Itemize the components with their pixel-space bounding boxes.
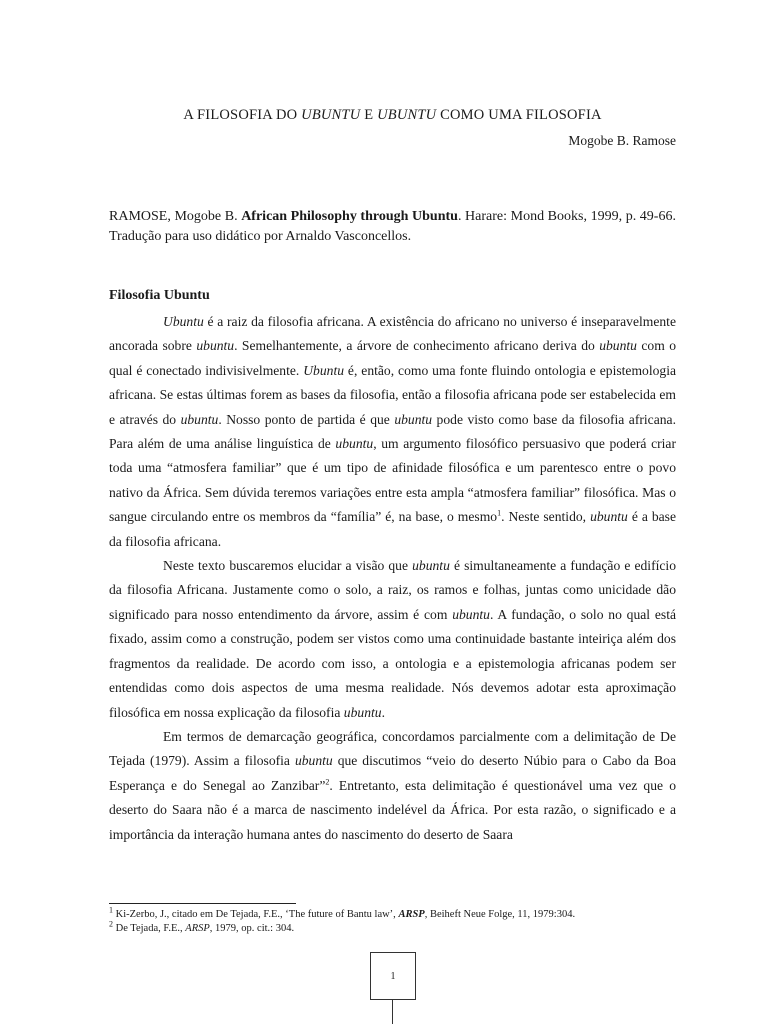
- text-run: , um argumento filosófico persuasivo que poderá criar toda uma “atmosfera familiar” que é um tipo de afinidade filosófica e um parentesco entre o povo nativo da África. Sem dúvida teremos variações entre esta ampla “atmosfera familiar” filosófica. Mas o sangue circulando entre os membros da “família” é, na base, o mesmo: [109, 436, 676, 525]
- footnote-journal: ARSP: [398, 909, 425, 920]
- footnote-separator: [109, 903, 296, 904]
- text-run: pode visto como base da filosofia africana. Para além de uma análise linguística de: [109, 411, 676, 452]
- title-text: E: [360, 107, 378, 123]
- paragraph-2: [109, 554, 676, 725]
- term-ubuntu: ubuntu: [394, 411, 433, 427]
- title-italic-ubuntu: UBUNTU: [377, 107, 437, 123]
- text-run: . Neste sentido,: [501, 509, 591, 525]
- text-run: é a raiz da filosofia africana. A existência do africano no universo é inseparavelmente ancorada sobre: [109, 314, 676, 354]
- text-run: . Entretanto, esta delimitação é questionável uma vez que o deserto do Saara não é a marca de nascimento indelével da África. Por esta razão, o significado e a importância da interação humana antes do nascimento do deserto de Saara: [109, 777, 676, 842]
- title-text: COMO UMA FILOSOFIA: [436, 107, 602, 123]
- document-title: [109, 107, 676, 124]
- text-run: . Nosso ponto de partida é que: [218, 411, 395, 427]
- text-run: é, então, como uma fonte fluindo ontologia e epistemologia africana. Se estas últimas forem as bases da filosofia, então a filosofia africana pode ser estabelecida em e através do: [109, 362, 676, 427]
- text-run: . Semelhantemente, a árvore de conhecimento africano deriva do: [234, 338, 600, 354]
- term-ubuntu: ubuntu: [196, 338, 235, 354]
- bibliographic-reference: [109, 207, 676, 247]
- title-italic-ubuntu: UBUNTU: [301, 107, 361, 123]
- footnote-2: [109, 919, 709, 936]
- footnote-journal: ARSP: [185, 923, 210, 934]
- paragraph-3: [109, 725, 676, 847]
- term-ubuntu: ubuntu: [590, 509, 628, 525]
- text-run: com o qual é conectado indivisivelmente.: [109, 338, 677, 378]
- footnotes: [109, 905, 709, 936]
- term-ubuntu: ubuntu: [412, 558, 450, 574]
- text-run: Em termos de demarcação geográfica, concordamos parcialmente com a delimitação de De Tejada (1979). Assim a filosofia: [109, 728, 676, 769]
- footnote-text: , 1979, op. cit.: 304.: [209, 923, 295, 934]
- footnote-mark: 2: [109, 919, 113, 929]
- text-run: Neste texto buscaremos elucidar a visão que: [163, 558, 413, 574]
- page-number: 1: [390, 970, 396, 982]
- footnote-mark: 1: [109, 905, 113, 915]
- term-ubuntu: ubuntu: [294, 753, 333, 769]
- term-ubuntu: ubuntu: [343, 704, 382, 720]
- footnote-text: Ki-Zerbo, J., citado em De Tejada, F.E., ‘The future of Bantu law’,: [113, 909, 399, 920]
- reference-details: . Harare: Mond Books, 1999, p. 49-66. Tradução para uso didático por Arnaldo Vasconcellos.: [109, 209, 676, 244]
- page-number-box: [370, 952, 416, 1000]
- footnote-ref-2[interactable]: 2: [325, 777, 330, 787]
- footnote-ref-1[interactable]: 1: [497, 508, 502, 518]
- text-run: .: [381, 704, 385, 720]
- footnote-1: [109, 905, 709, 922]
- paragraph-1: [109, 310, 676, 554]
- reference-book-title: African Philosophy through Ubuntu: [241, 209, 458, 224]
- footnote-text: , Beiheft Neue Folge, 11, 1979:304.: [424, 909, 576, 920]
- section-heading: Filosofia Ubuntu: [109, 288, 210, 303]
- term-ubuntu: Ubuntu: [163, 314, 204, 329]
- body-text: [109, 310, 676, 847]
- text-run: que discutimos “veio do deserto Núbio para o Cabo da Boa Esperança e do Senegal ao Zanzibar”: [109, 753, 676, 793]
- term-ubuntu: ubuntu: [452, 606, 490, 622]
- text-run: é a base da filosofia africana.: [109, 509, 677, 549]
- term-ubuntu: ubuntu: [599, 338, 637, 354]
- text-run: é simultaneamente a fundação e edifício da filosofia Africana. Justamente como o solo, a raiz, os ramos e folhas, juntas como unicidade dão significado para nosso entendimento da árvore, assim é com: [109, 558, 676, 622]
- author-name: Mogobe B. Ramose: [568, 133, 676, 148]
- page-number-line: [392, 999, 393, 1024]
- reference-author: RAMOSE, Mogobe B.: [109, 209, 242, 224]
- term-ubuntu: Ubuntu: [303, 362, 345, 378]
- footnote-text: De Tejada, F.E.,: [113, 923, 186, 934]
- term-ubuntu: ubuntu: [335, 436, 374, 452]
- title-text: A FILOSOFIA DO: [183, 107, 302, 123]
- term-ubuntu: ubuntu: [180, 411, 219, 427]
- text-run: . A fundação, o solo no qual está fixado, assim como a construção, podem ser vistos como uma continuidade bastante inteiriça além dos fragmentos da realidade. De acordo com isso, a ontologia e a epistemologia africanas podem ser entendidas como dois aspectos de uma mesma realidade. Nós devemos adotar esta aproximação filosófica em nossa explicação da filosofia: [109, 606, 677, 720]
